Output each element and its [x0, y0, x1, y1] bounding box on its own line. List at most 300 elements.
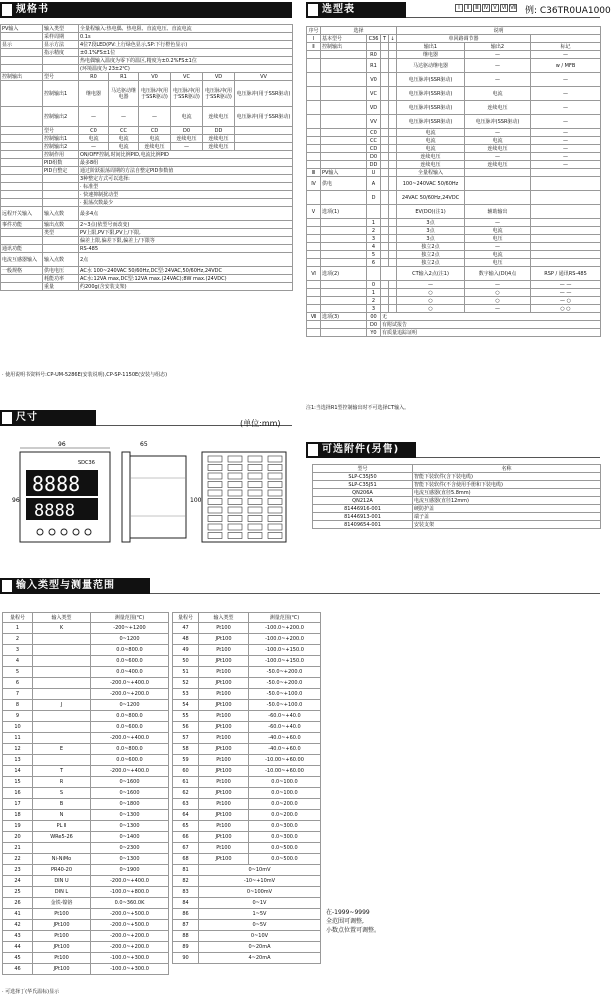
table-cell: 单回路调节器: [397, 35, 531, 43]
table-cell: [465, 177, 531, 191]
table-row: [313, 473, 601, 481]
table-row: [307, 243, 601, 251]
table-cell: PID自整定: [43, 167, 79, 175]
table-cell: [307, 59, 321, 73]
table-cell: Ⅴ: [307, 205, 321, 219]
acc-header: [306, 442, 416, 458]
table-cell: 64: [173, 810, 199, 821]
terminal: [248, 524, 262, 530]
table-cell: 供电: [321, 177, 367, 191]
table-row: [307, 251, 601, 259]
table-cell: 2~3点(依型号而改变): [79, 221, 293, 229]
terminal: [208, 490, 222, 496]
table-row: [1, 65, 293, 73]
table-cell: [1, 159, 43, 167]
terminal: [248, 482, 262, 488]
table-cell: D: [367, 191, 381, 205]
table-cell: 继电器: [397, 51, 465, 59]
table-cell: 1~5V: [199, 909, 321, 920]
table-cell: 1: [367, 289, 381, 297]
table-cell: SLP-C35J51: [313, 481, 413, 489]
table-cell: E: [33, 744, 91, 755]
table-row: [1, 275, 293, 283]
table-cell: 电流互感器(直径5.8mm): [413, 489, 601, 497]
table-cell: [381, 289, 389, 297]
table-cell: 一般规格: [1, 267, 43, 275]
table-row: [307, 219, 601, 227]
table-cell: JPt100: [33, 964, 91, 975]
table-cell: [389, 115, 397, 129]
table-cell: 供电电压: [43, 267, 79, 275]
table-cell: Pt100: [199, 667, 249, 678]
table-cell: RS-485: [79, 245, 293, 253]
table-cell: 84: [173, 898, 199, 909]
table-cell: 0.0~300.0: [249, 821, 321, 832]
table-cell: K: [33, 623, 91, 634]
table-cell: —: [109, 107, 139, 127]
table-row: [1, 283, 293, 291]
table-cell: AC水 100~240VAC 50/60Hz,DC型:24VAC,50/60Hz,24VDC: [79, 267, 293, 275]
table-cell: JPt100: [199, 678, 249, 689]
table-cell: 45: [3, 953, 33, 964]
table-cell: [389, 51, 397, 59]
table-cell: [389, 289, 397, 297]
table-row: [173, 755, 321, 766]
table-row: [173, 777, 321, 788]
table-row: [307, 305, 601, 313]
table-cell: 数字输入(DI)4点: [465, 267, 531, 281]
table-cell: 14: [3, 766, 33, 777]
table-row: [307, 145, 601, 153]
table-row: [307, 169, 601, 177]
terminal: [228, 490, 242, 496]
table-row: [1, 175, 293, 183]
side-note-line: 小数点位置可调整。: [326, 927, 381, 934]
table-cell: 24: [3, 876, 33, 887]
table-row: [1, 229, 293, 237]
table-row: [173, 645, 321, 656]
table-row: [3, 821, 169, 832]
table-row: [173, 667, 321, 678]
code-box: Ⅶ: [510, 5, 516, 11]
table-cell: Pt100: [199, 623, 249, 634]
table-row: [173, 799, 321, 810]
table-cell: 控制输出1: [43, 135, 79, 143]
table-cell: [381, 267, 397, 281]
table-cell: [1, 183, 43, 191]
table-cell: [43, 183, 79, 191]
table-row: [307, 177, 601, 191]
table-cell: [321, 329, 367, 337]
table-cell: [381, 191, 389, 205]
table-cell: -50.0~+100.0: [249, 689, 321, 700]
table-cell: 电压脉冲(SSR驱动): [397, 101, 465, 115]
table-cell: V0: [367, 73, 381, 87]
table-cell: 0~1200: [91, 634, 169, 645]
table-cell: [531, 219, 601, 227]
dims-header: [0, 410, 96, 426]
table-row: [307, 313, 601, 321]
table-row: [1, 73, 293, 81]
table-row: [173, 678, 321, 689]
range-header: [0, 578, 150, 594]
table-cell: [321, 161, 367, 169]
table-cell: 0~1300: [91, 810, 169, 821]
table-cell: 电流互感器(直径12mm): [413, 497, 601, 505]
table-row: [307, 161, 601, 169]
table-cell: 电流: [109, 143, 139, 151]
table-cell: [381, 177, 389, 191]
table-cell: 53: [173, 689, 199, 700]
table-row: [173, 656, 321, 667]
table-cell: 连续电压: [171, 135, 203, 143]
table-cell: 电压脉冲(用于SSR驱动): [171, 81, 203, 107]
table-cell: -200.0~+400.0: [91, 766, 169, 777]
table-cell: Pt100: [199, 755, 249, 766]
table-cell: AC水:12VA max,DC型:12VA max.(24VAC);8W max.(24VDC): [79, 275, 293, 283]
table-cell: -50.0~+200.0: [249, 667, 321, 678]
table-cell: 电流互感器输入: [1, 253, 43, 267]
terminal: [248, 473, 262, 479]
table-cell: [1, 107, 43, 127]
table-cell: [43, 237, 79, 245]
table-row: [307, 87, 601, 101]
table-cell: [321, 297, 367, 305]
table-cell: [321, 227, 367, 235]
code-box: Ⅴ: [491, 4, 499, 12]
table-cell: 最多8组: [79, 159, 293, 167]
table-cell: [1, 49, 43, 57]
table-cell: —: [171, 143, 203, 151]
table-cell: 显示: [1, 41, 43, 49]
table-cell: (环境温度为 23±2℃): [79, 65, 293, 73]
table-cell: 0.1s: [79, 33, 293, 41]
table-cell: 6: [3, 678, 33, 689]
table-cell: 0~5V: [199, 920, 321, 931]
table-cell: —: [531, 161, 601, 169]
table-cell: 有附试报告: [381, 321, 601, 329]
table-cell: ○: [465, 297, 531, 305]
table-cell: —: [465, 153, 531, 161]
table-cell: [389, 243, 397, 251]
terminal: [268, 516, 282, 522]
table-cell: 说明: [397, 27, 601, 35]
table-cell: [381, 129, 389, 137]
table-cell: [307, 297, 321, 305]
table-cell: —: [465, 73, 531, 87]
table-cell: [307, 219, 321, 227]
table-cell: PV输入: [1, 25, 43, 33]
table-cell: 2: [367, 297, 381, 305]
table-cell: [367, 43, 381, 51]
table-cell: D0: [171, 127, 203, 135]
table-row: [1, 33, 293, 41]
table-cell: C0: [367, 129, 381, 137]
table-cell: 59: [173, 755, 199, 766]
table-cell: [321, 191, 367, 205]
table-cell: 电压脉冲(SSR驱动): [465, 115, 531, 129]
table-cell: [381, 259, 389, 267]
table-cell: [389, 153, 397, 161]
pv-display: 8888: [32, 472, 81, 496]
table-cell: 输入类型: [43, 25, 79, 33]
table-cell: —: [531, 137, 601, 145]
table-cell: [321, 219, 367, 227]
table-cell: 电压脉冲(SSR驱动): [397, 73, 465, 87]
table-cell: [381, 227, 389, 235]
table-cell: JPt100: [199, 656, 249, 667]
table-cell: J: [33, 700, 91, 711]
table-cell: —: [465, 219, 531, 227]
table-cell: 8: [3, 700, 33, 711]
table-cell: [531, 251, 601, 259]
table-row: [1, 191, 293, 199]
table-cell: 13: [3, 755, 33, 766]
terminal: [268, 533, 282, 539]
divider: [416, 457, 600, 458]
table-row: [173, 832, 321, 843]
table-cell: 偏差上限,偏差下限,偏差上/下限等: [79, 237, 293, 245]
table-row: [313, 505, 601, 513]
terminal: [228, 516, 242, 522]
table-cell: VV: [235, 73, 293, 81]
table-cell: VC: [367, 87, 381, 101]
table-cell: [389, 219, 397, 227]
table-cell: Pt100: [199, 777, 249, 788]
table-cell: [381, 115, 389, 129]
table-cell: [307, 281, 321, 289]
table-cell: 连续电压: [397, 161, 465, 169]
table-cell: —: [531, 115, 601, 129]
table-cell: 连续电压: [397, 153, 465, 161]
table-cell: -50.0~+200.0: [249, 678, 321, 689]
table-cell: [531, 177, 601, 191]
table-row: [1, 245, 293, 253]
table-cell: 0~1300: [91, 821, 169, 832]
divider: [150, 593, 600, 594]
table-cell: [307, 329, 321, 337]
table-cell: [43, 175, 79, 183]
table-cell: [307, 73, 321, 87]
table-cell: 连续电压: [203, 135, 235, 143]
table-cell: [389, 177, 397, 191]
table-cell: QN206A: [313, 489, 413, 497]
table-cell: 基本型号: [321, 35, 367, 43]
table-cell: [531, 235, 601, 243]
table-cell: 49: [173, 645, 199, 656]
table-cell: 2点: [79, 253, 293, 267]
table-cell: VD: [367, 101, 381, 115]
table-cell: 3: [367, 305, 381, 313]
table-cell: 指示精度: [43, 49, 79, 57]
table-cell: 2: [3, 634, 33, 645]
table-cell: [389, 101, 397, 115]
table-cell: RSP / 通讯RS-485: [531, 267, 601, 281]
table-row: [307, 289, 601, 297]
table-cell: R0: [79, 73, 109, 81]
table-cell: EV(DO)(注1): [397, 205, 465, 219]
table-cell: 马达驱动继电器: [397, 59, 465, 73]
table-cell: 3种整定方式可以选择:: [79, 175, 293, 183]
table-cell: 0~1400: [91, 832, 169, 843]
table-cell: 25: [3, 887, 33, 898]
terminal: [248, 516, 262, 522]
table-row: [3, 744, 169, 755]
table-cell: 0~1300: [91, 854, 169, 865]
table-cell: [389, 297, 397, 305]
table-cell: [531, 191, 601, 205]
table-cell: 0~1900: [91, 865, 169, 876]
terminal: [248, 465, 262, 471]
table-cell: [389, 161, 397, 169]
terminal: [208, 482, 222, 488]
table-cell: [321, 73, 367, 87]
table-cell: 0~1200: [91, 700, 169, 711]
table-cell: [381, 169, 389, 177]
table-row: [1, 199, 293, 207]
table-cell: [1, 57, 43, 65]
table-cell: 0.0~600.0: [91, 755, 169, 766]
table-cell: 6: [367, 259, 381, 267]
table-cell: 电流: [397, 129, 465, 137]
table-cell: -60.0~+40.0: [249, 711, 321, 722]
table-cell: Ni-NiMo: [33, 854, 91, 865]
table-row: [3, 865, 169, 876]
terminal: [248, 507, 262, 513]
table-cell: 60: [173, 766, 199, 777]
table-cell: PID组数: [43, 159, 79, 167]
table-row: [173, 689, 321, 700]
terminal: [208, 516, 222, 522]
table-cell: [389, 137, 397, 145]
table-cell: 输出1: [397, 43, 465, 51]
table-row: [313, 481, 601, 489]
table-row: [3, 678, 169, 689]
table-cell: 连续电压: [465, 101, 531, 115]
table-cell: Ⅱ: [307, 43, 321, 51]
table-cell: 3点: [397, 219, 465, 227]
table-cell: —: [139, 107, 171, 127]
table-cell: Pt100: [199, 733, 249, 744]
table-cell: [389, 251, 397, 259]
table-row: [3, 887, 169, 898]
table-cell: -200.0~+200.0: [91, 689, 169, 700]
table-cell: T: [381, 35, 389, 43]
table-cell: —: [465, 243, 531, 251]
table-cell: PV上限,PV下限,PV上/下限,: [79, 229, 293, 237]
terminal: [228, 465, 242, 471]
table-cell: 输入点数: [43, 207, 79, 221]
table-cell: 连续电压: [465, 145, 531, 153]
table-cell: [307, 289, 321, 297]
table-row: [173, 623, 321, 634]
table-cell: 控制输出1: [43, 81, 79, 107]
table-cell: 47: [173, 623, 199, 634]
table-cell: 22: [3, 854, 33, 865]
table-cell: 15: [3, 777, 33, 788]
table-cell: [367, 267, 381, 281]
table-cell: -100.0~+200.0: [249, 623, 321, 634]
table-cell: ±0.1%FS±1位: [79, 49, 293, 57]
table-cell: D0: [367, 321, 381, 329]
table-cell: [389, 305, 397, 313]
brand-label: SDC36: [78, 460, 95, 466]
table-cell: ○: [397, 289, 465, 297]
table-cell: 0~1800: [91, 799, 169, 810]
table-row: [1, 237, 293, 245]
table-cell: 54: [173, 700, 199, 711]
table-cell: 0.0~800.0: [91, 711, 169, 722]
table-row: [173, 821, 321, 832]
table-cell: 43: [3, 931, 33, 942]
table-cell: —: [79, 143, 109, 151]
table-cell: 型号: [313, 465, 413, 473]
table-cell: 00: [367, 313, 381, 321]
terminal: [228, 524, 242, 530]
table-row: [307, 129, 601, 137]
table-cell: [1, 33, 43, 41]
table-row: [307, 227, 601, 235]
table-cell: —: [465, 129, 531, 137]
table-cell: 83: [173, 887, 199, 898]
table-cell: 0.0~800.0: [91, 744, 169, 755]
table-cell: 0.0~300.0: [249, 832, 321, 843]
table-cell: 辅助输出: [465, 205, 531, 219]
table-cell: [1, 229, 43, 237]
table-row: [307, 235, 601, 243]
terminal: [248, 533, 262, 539]
table-cell: [321, 153, 367, 161]
table-cell: -200.0~+400.0: [91, 678, 169, 689]
table-cell: V0: [139, 73, 171, 81]
table-cell: [43, 191, 79, 199]
table-cell: [307, 227, 321, 235]
table-cell: VC: [171, 73, 203, 81]
table-row: [173, 733, 321, 744]
terminal: [228, 473, 242, 479]
table-cell: [307, 305, 321, 313]
table-cell: D0: [367, 153, 381, 161]
table-cell: 63: [173, 799, 199, 810]
table-cell: [381, 161, 389, 169]
table-row: [307, 73, 601, 87]
table-row: [313, 465, 601, 473]
side-note-line: 全范围可调整,: [326, 918, 364, 925]
table-cell: 选择: [321, 27, 397, 35]
table-cell: [389, 205, 397, 219]
table-row: [1, 49, 293, 57]
table-cell: 独立2点: [397, 251, 465, 259]
table-cell: 耗能功率: [43, 275, 79, 283]
table-row: [3, 656, 169, 667]
table-row: [307, 27, 601, 35]
select-header: [306, 2, 406, 18]
table-cell: 电流: [171, 107, 203, 127]
table-row: [3, 953, 169, 964]
table-cell: [381, 219, 389, 227]
table-cell: -200.0~+200.0: [91, 931, 169, 942]
table-cell: 电压脉冲(用于SSR驱动): [203, 81, 235, 107]
terminal: [248, 490, 262, 496]
table-cell: 电流: [79, 135, 109, 143]
table-cell: 控制输出: [1, 73, 43, 81]
table-row: [173, 843, 321, 854]
table-cell: 通讯功能: [1, 245, 43, 253]
table-cell: PV输入: [321, 169, 367, 177]
table-cell: R1: [367, 59, 381, 73]
table-cell: -10.00~+60.00: [249, 766, 321, 777]
table-cell: 7: [3, 689, 33, 700]
